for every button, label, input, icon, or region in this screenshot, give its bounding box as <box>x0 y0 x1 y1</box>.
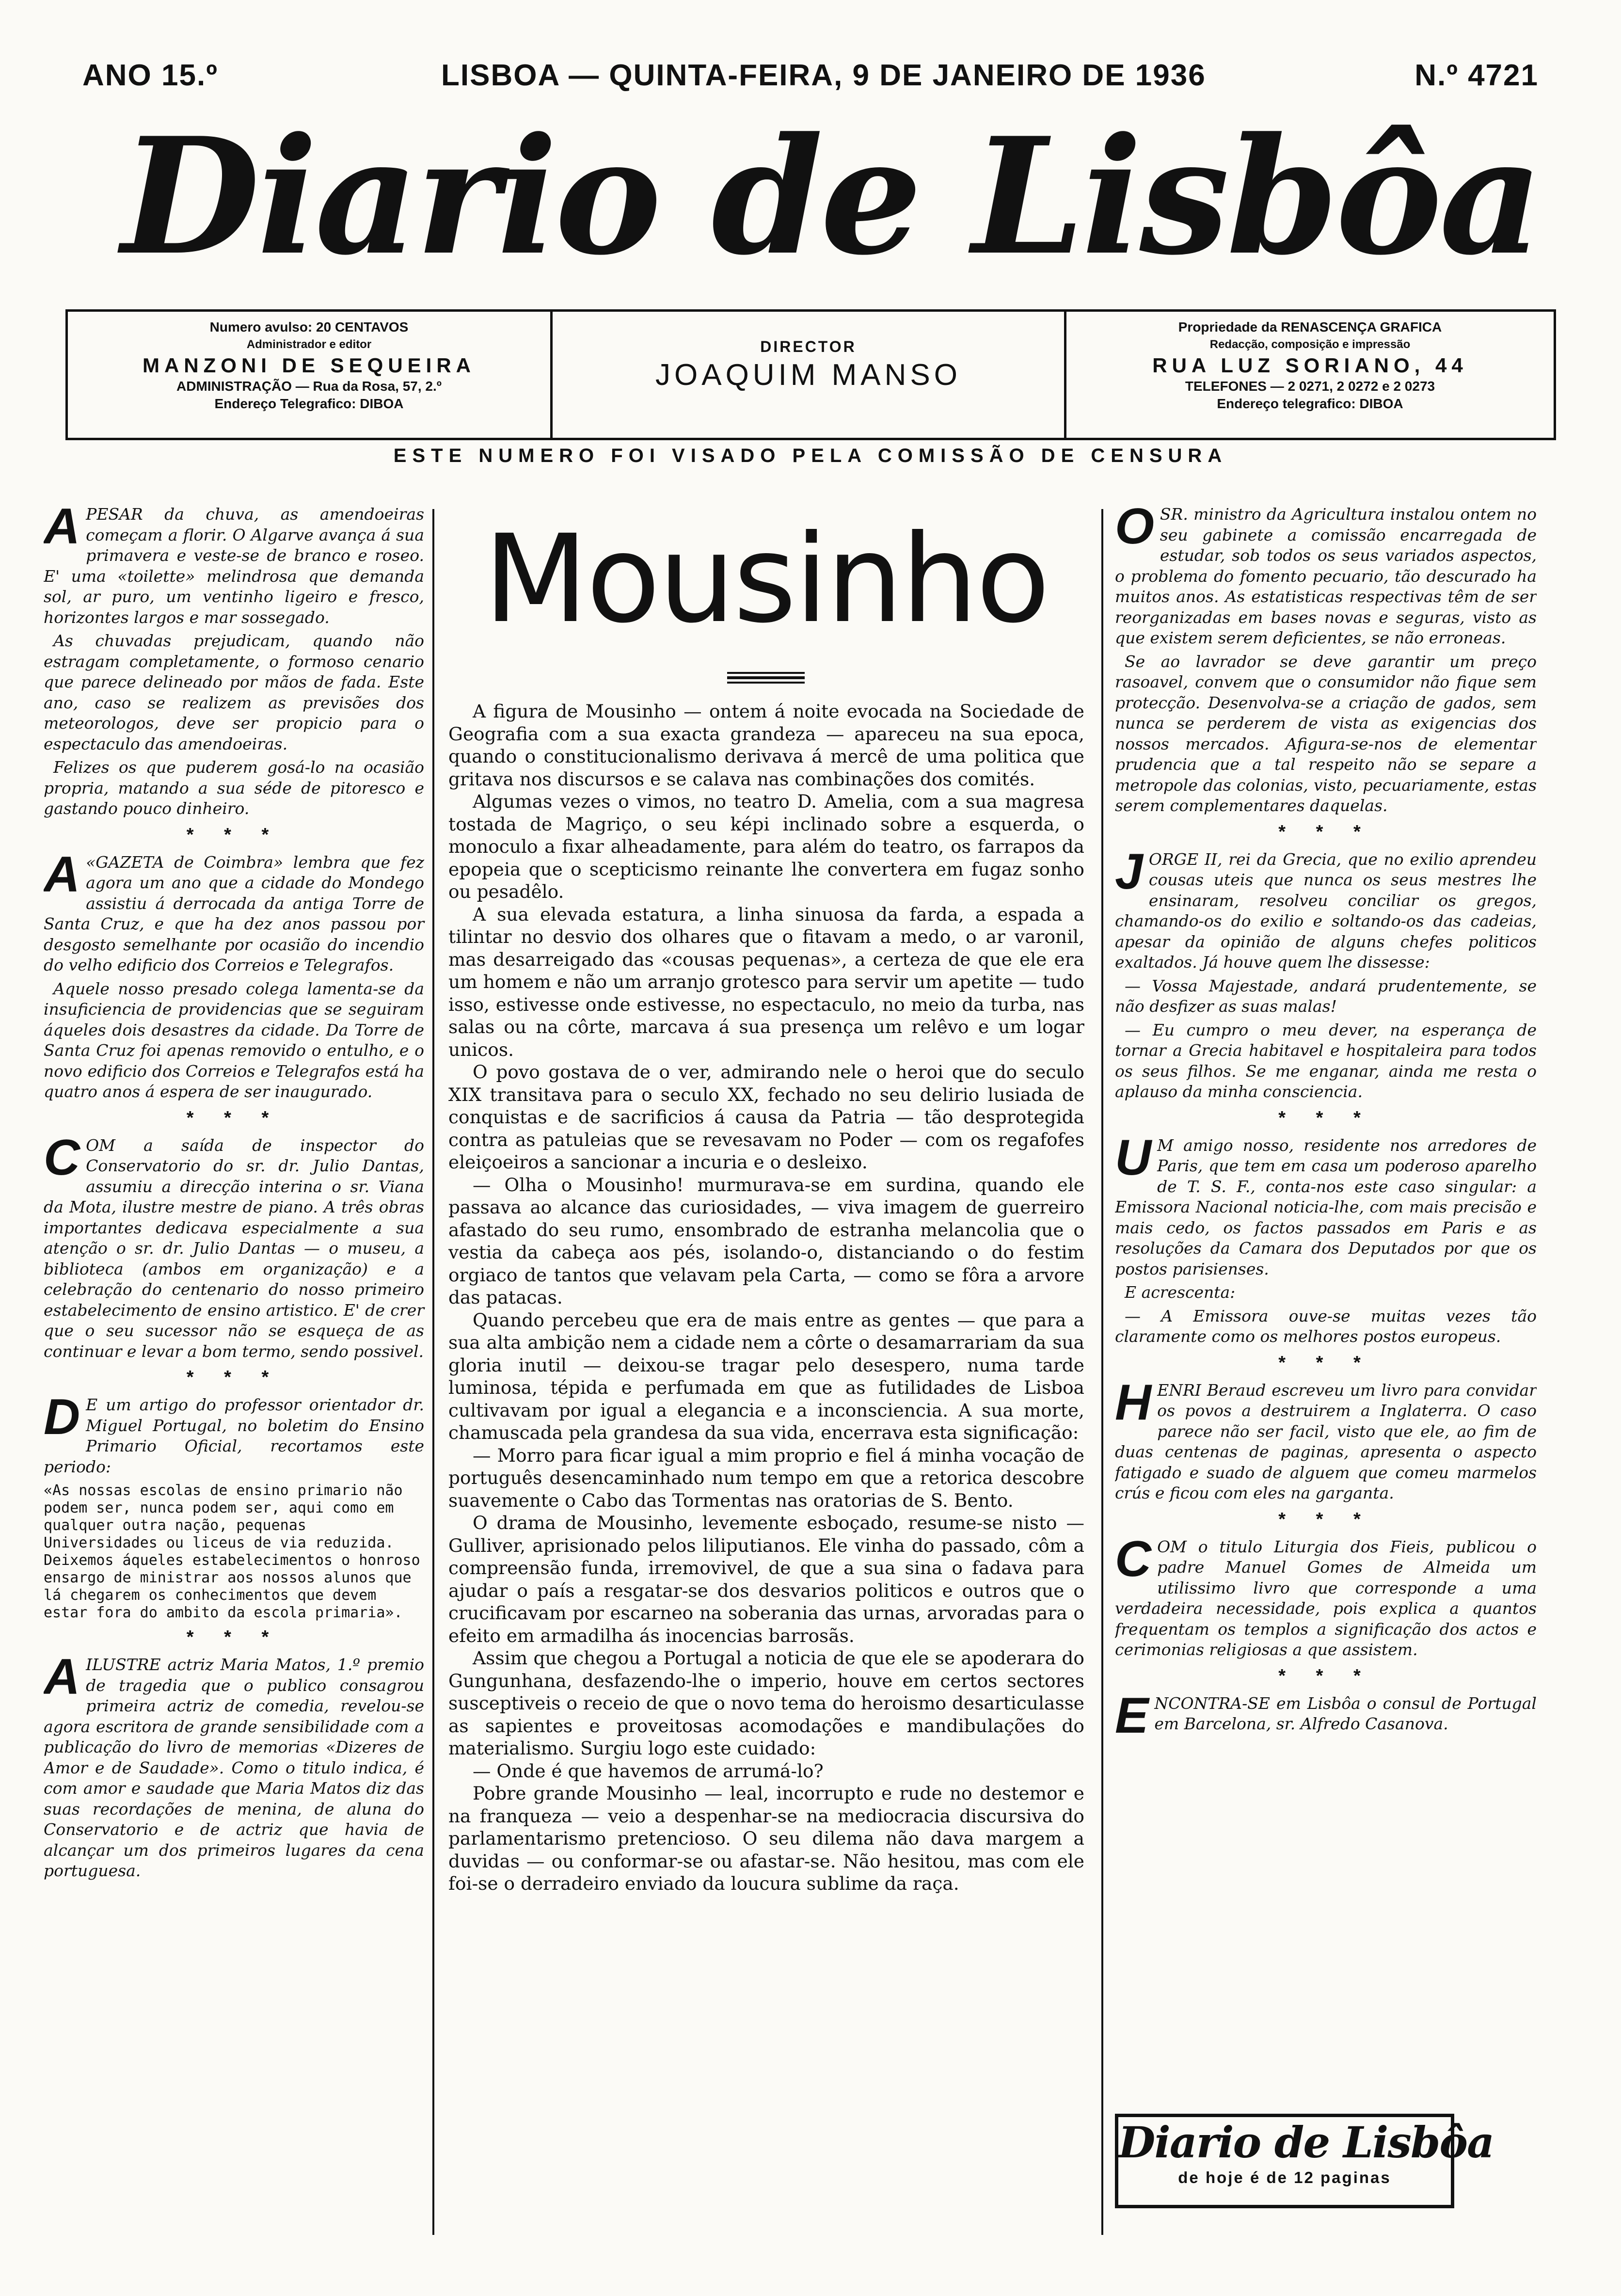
news-item <box>1115 1129 1537 1347</box>
paragraph: COM o titulo Liturgia dos Fieis, publicou o padre Manuel Gomes de Almeida um utilissimo livro que corresponde a uma verdadeira necessidade, pois explica a quantos frequentam os templos a significação dos actos e cerimonias religiosas a que assistem. <box>1115 1531 1537 1659</box>
dropcap: O <box>1115 504 1154 555</box>
paragraph: — Vossa Majestade, andará prudentemente, se não desfizer as suas malas! <box>1115 976 1537 1016</box>
article-paragraph: — Olha o Mousinho! murmurava-se em surdina, quando ele passava ao alcance das curiosidades, — viva imagem de guerreiro afastado do seu rumo, ensombrado de estranha melancolia que o vestia da cabeça aos pés, isolando-o, distanciando o do festim orgiaco de tantos que velavam pela Carta, — como se fôra a arvore das patacas. <box>448 1174 1084 1308</box>
separator: * * * <box>186 1107 282 1128</box>
dropcap: C <box>44 1129 80 1186</box>
right-column <box>1115 504 1537 1738</box>
paragraph: OSR. ministro da Agricultura instalou ontem no seu gabinete a comissão encarregada de estudar, sob todos os seus variados aspectos, o problema do fomento pecuario, tão descurado ha muitos anos. As estatisticas respectivas têm de ser reorganizadas em bases novas e seguras, visto as que existem serem deficientes, se não erroneas. <box>1115 504 1537 647</box>
admin-name: MANZONI DE SEQUEIRA <box>142 354 476 377</box>
owner: Propriedade da RENASCENÇA GRAFICA <box>1178 319 1442 335</box>
article-paragraph: A sua elevada estatura, a linha sinuosa da farda, a espada a tilintar no desvio dos olhares que o fitavam a medo, o ar varonil, mas desarreigado das «cousas pequenas», a certeza de que ele era um homem e não um arranjo grotesco para servir um apetite — tudo isso, estivesse onde estivesse, no espectaculo, no meio da turba, nas salas ou na côrte, marcava á sua presença um relêvo e um logar unicos. <box>448 903 1084 1060</box>
paragraph: D E um artigo do professor orientador dr. Miguel Portugal, no boletim do Ensino Primario Oficial, recortamos este periodo: <box>44 1389 424 1476</box>
place-date: LISBOA — QUINTA-FEIRA, 9 DE JANEIRO DE 1936 <box>441 59 1206 92</box>
article-paragraph: Pobre grande Mousinho — leal, incorrupto e rude no destemor e na franqueza — veio a despenhar-se na mediocracia discursiva do parlamentarismo pretencioso. O seu dilema não dava margem a duvidas — ou conformar-se ou afastar-se. Não hesitou, mas com ele foi-se o derradeiro enviado da loucura sublime da raça. <box>448 1783 1084 1894</box>
dropcap: C <box>1115 1531 1152 1587</box>
separator: * * * <box>1278 1352 1373 1373</box>
dropcap: H <box>1115 1374 1152 1431</box>
article-paragraph: Assim que chegou a Portugal a noticia de que ele se apoderara do Gungunhana, desfazendo-lhe o imperio, houve em certos sectores susceptiveis o receio de que o novo tema do heroismo desarticulasse as sapientes e proveitosas acomodações e mandibulações do materialismo. Surgiu logo este cuidado: <box>448 1647 1084 1759</box>
paragraph: AILUSTRE actriz Maria Matos, 1.º premio de tragedia que o publico consagrou primeira actriz de comedia, revelou-se agora escritora de grande sensibilidade com a publicação do livro de memorias «Dizeres de Amor e de Saudade». Como o titulo indica, é com amor e saudade que Maria Matos diz das suas recordações de menina, de aluna do Conservatorio e de actriz que havia de alcançar um dos primeiros lugares da cena portuguesa. <box>44 1649 424 1880</box>
dropcap: U <box>1115 1129 1152 1186</box>
news-item <box>1115 1531 1537 1660</box>
ornament-divider <box>722 669 810 686</box>
year: ANO 15.º <box>82 59 218 92</box>
issue-number: N.º 4721 <box>1414 59 1539 92</box>
news-item <box>44 1389 424 1622</box>
article-paragraph: Quando percebeu que era de mais entre as gentes — que para a sua alta ambição nem a cidade nem a côrte o desamarrariam da sua gloria inutil — deixou-se tragar pelo desespero, numa tarde luminosa, tépida e perfumada em que as futilidades de Lisboa cultivavam por igual a elegancia e a inconsciencia. A sua morte, chamuscada pela grandesa da sua vida, encerrava esta significação: <box>448 1309 1084 1443</box>
price: Numero avulso: 20 CENTAVOS <box>209 319 409 335</box>
news-item <box>44 1649 424 1881</box>
separator: * * * <box>1278 821 1373 842</box>
left-column <box>44 504 429 1884</box>
dropcap: A <box>44 504 80 555</box>
article-paragraph: — Onde é que havemos de arrumá-lo? <box>473 1760 824 1782</box>
paragraph: U M amigo nosso, residente nos arredores de Paris, que tem em casa um poderoso aparelho de T. S. F., conta-nos este caso singular: a Emissora Nacional noticia-lhe, com mais precisão e mais cedo, os factos passados em Paris e as resoluções da Camara dos Deputados por que os postos parisienses. <box>1115 1129 1537 1278</box>
paragraph: As chuvadas prejudicam, quando não estragam completamente, o formoso cenario que parece delineado por mãos de fada. Este ano, caso se realizem as previsões dos meteorologos, deve ser propicio para o espectaculo das amendoeiras. <box>44 631 424 753</box>
article-paragraph: Algumas vezes o vimos, no teatro D. Amelia, com a sua magresa tostada de Magriço, o seu képi inclinado sobre a esquerda, o monoculo a fixar alheadamente, para além do teatro, os farrapos da epopeia que o scepticismo reinante lhe convertera em fugaz sonho ou pesadêlo. <box>448 791 1084 902</box>
separator: * * * <box>186 1627 282 1647</box>
news-item <box>44 504 424 819</box>
separator: * * * <box>1278 1107 1373 1128</box>
censorship-note: ESTE NUMERO FOI VISADO PELA COMISSÃO DE CENSURA <box>393 445 1228 466</box>
paragraph: Aquele nosso presado colega lamenta-se da insuficiencia de providencias que se seguiram áqueles dois desastres da cidade. Da Torre de Santa Cruz foi apenas removido o entulho, e o novo edificio dos Correios e Telegrafos está ha quatro anos á espera de ser inaugurado. <box>44 979 424 1101</box>
paragraph: ENCONTRA-SE em Lisbôa o consul de Portugal em Barcelona, sr. Alfredo Casanova. <box>1115 1687 1537 1738</box>
header-line <box>82 58 1539 97</box>
article-paragraph: O povo gostava de o ver, admirando nele o heroi que do seculo XIX transitava para o seculo XX, fechado no seu delirio lusiada de conquistas e de sacrificios á causa da Patria — tão desprotegida contra as patuleias que se revesavam no Poder — com os regafofes eleiçoeiros a sancionar a incuria e o desleixo. <box>448 1061 1084 1173</box>
info-right <box>1066 312 1554 438</box>
news-item <box>44 1129 424 1362</box>
paragraph: APESAR da chuva, as amendoeiras começam a florir. O Algarve avança á sua primavera e veste-se de branco e roseo. E' uma «toilette» melindrosa que demanda sol, ar puro, um ventinho ligeiro e fresco, horizontes largos e mar sossegado. <box>44 504 424 627</box>
column-rule <box>1101 509 1103 2235</box>
office: Redacção, composição e impressão <box>1209 338 1411 351</box>
article-paragraph: — Morro para ficar igual a mim proprio e fiel á minha vocação de português desencaminhado num tempo em que a retorica descobre suavemente o Cabo das Tormentas nas oratorias de S. Bento. <box>448 1444 1084 1511</box>
admin-address: ADMINISTRAÇÃO — Rua da Rosa, 57, 2.º <box>176 379 442 394</box>
main-article <box>439 504 1093 1895</box>
dropcap: A <box>44 1649 80 1705</box>
paragraph: Se ao lavrador se deve garantir um preço rasoavel, convem que o consumidor não fique sem protecção. Desenvolva-se a criação de gados, sem nunca se perderem de vista as exigencias dos nossos mercados. Afigura-se-nos de elementar prudencia que a tal respeito não se separe a metropole das colonias, visto, pecuariamente, estas serem complementares daquelas. <box>1115 652 1537 815</box>
telegraph: Endereço telegrafico: DIBOA <box>1217 396 1403 411</box>
promo-title: Diario de Lisbôa <box>1118 2117 1494 2168</box>
article-paragraph: A figura de Mousinho — ontem á noite evocada na Sociedade de Geografia com a sua exacta grandeza — apareceu na sua epoca, quando o constitucionalismo derivava á mercê de uma politica que gritava nos discursos e se calava nas combinações dos comités. <box>448 701 1084 790</box>
dropcap: J <box>1115 843 1143 900</box>
separator: * * * <box>1278 1509 1373 1530</box>
column-rule <box>432 509 434 2235</box>
news-item <box>1115 504 1537 816</box>
news-item <box>44 846 424 1102</box>
separator: * * * <box>1278 1665 1373 1686</box>
promo-box <box>1115 2114 1494 2208</box>
paragraph: — Eu cumpro o meu dever, na esperança de tornar a Grecia habitavel e hospitaleira para todos os seus filhos. Se me enganar, ainda me resta o aplauso da minha consciencia. <box>1115 1020 1537 1101</box>
paragraph: — A Emissora ouve-se muitas vezes tão claramente como os melhores postos europeus. <box>1115 1306 1537 1346</box>
masthead-title: Diario de Lisbôa <box>121 102 1541 290</box>
info-box <box>65 309 1556 440</box>
article-headline: Mousinho <box>483 509 1049 650</box>
dropcap: A <box>44 846 80 903</box>
news-item <box>1115 843 1537 1102</box>
street: RUA LUZ SORIANO, 44 <box>1152 354 1468 377</box>
paragraph: A «GAZETA de Coimbra» lembra que fez agora um ano que a cidade do Mondego assistiu á derrocada da antiga Torre de Santa Cruz, e que ha dez anos passou por desgosto semelhante por ocasião do incendio do velho edificio dos Correios e Telegrafos. <box>44 846 424 974</box>
promo-subtitle: de hoje é de 12 paginas <box>1178 2168 1391 2186</box>
quotation: «As nossas escolas de ensino primario não podem ser, nunca podem ser, aqui como em qualquer outra nação, pequenas Universidades ou liceus de via reduzida. Deixemos áqueles estabelecimentos o honroso ensargo de ministrar aos nossos alunos que lá chegarem os conhecimentos que devem estar fora do ambito da escola primaria». <box>44 1482 420 1621</box>
admin-label: Administrador e editor <box>246 338 372 351</box>
director-label: DIRECTOR <box>760 338 857 355</box>
separator: * * * <box>186 1367 282 1387</box>
admin-telegraph: Endereço Telegrafico: DIBOA <box>214 396 404 411</box>
info-center <box>553 312 1066 438</box>
separator: * * * <box>186 824 282 845</box>
director-name: JOAQUIM MANSO <box>655 358 962 392</box>
dropcap: D <box>44 1389 80 1445</box>
news-item <box>1115 1687 1537 1738</box>
article-paragraph: O drama de Mousinho, levemente esboçado, resume-se nisto — Gulliver, aprisionado pelos liliputianos. Ele vinha do passado, côm a compreensão funda, irremovivel, de que a sua sina o fadava para ajudar o país a resgatar-se dos desvarios politicos e outros que o crucificavam por escarneo na soberania das urnas, arvoradas para o efeito em armadilha ás inocencias barrosãs. <box>448 1512 1084 1646</box>
paragraph: HENRI Beraud escreveu um livro para convidar os povos a destruirem a Inglaterra. O caso parece não ser facil, visto que ele, ao fim de duas centenas de paginas, apresenta o aspecto fatigado e suado de alguem que comeu marmelos crús e ficou com eles na garganta. <box>1115 1374 1537 1502</box>
paragraph: Felizes os que puderem gosá-lo na ocasião propria, matando a sua séde de pitoresco e gastando pouco dinheiro. <box>44 758 424 818</box>
paragraph: COM a saída de inspector do Conservatorio do sr. dr. Julio Dantas, assumiu a direcção interina o sr. Viana da Mota, ilustre mestre de piano. A três obras importantes dedicava especialmente a sua atenção o sr. dr. Julio Dantas — o museu, a biblioteca (ambos em organização) e a celebração do centenario do nosso primeiro estabelecimento de ensino artistico. E' de crer que o seu sucessor não se esqueça de as continuar e levar a bom termo, sendo possivel. <box>44 1129 424 1361</box>
paragraph: E acrescenta: <box>1125 1283 1236 1302</box>
news-item <box>1115 1374 1537 1504</box>
dropcap: E <box>1115 1687 1149 1738</box>
info-left <box>68 312 553 438</box>
paragraph: JORGE II, rei da Grecia, que no exilio aprendeu cousas uteis que nunca os seus mestres lhe ensinaram, resolveu conciliar os gregos, chamando-os do exilio e soltando-os das cadeias, apesar da opinião de alguns chefes politicos exaltados. Já houve quem lhe dissesse: <box>1115 843 1537 972</box>
phones: TELEFONES — 2 0271, 2 0272 e 2 0273 <box>1185 379 1435 394</box>
